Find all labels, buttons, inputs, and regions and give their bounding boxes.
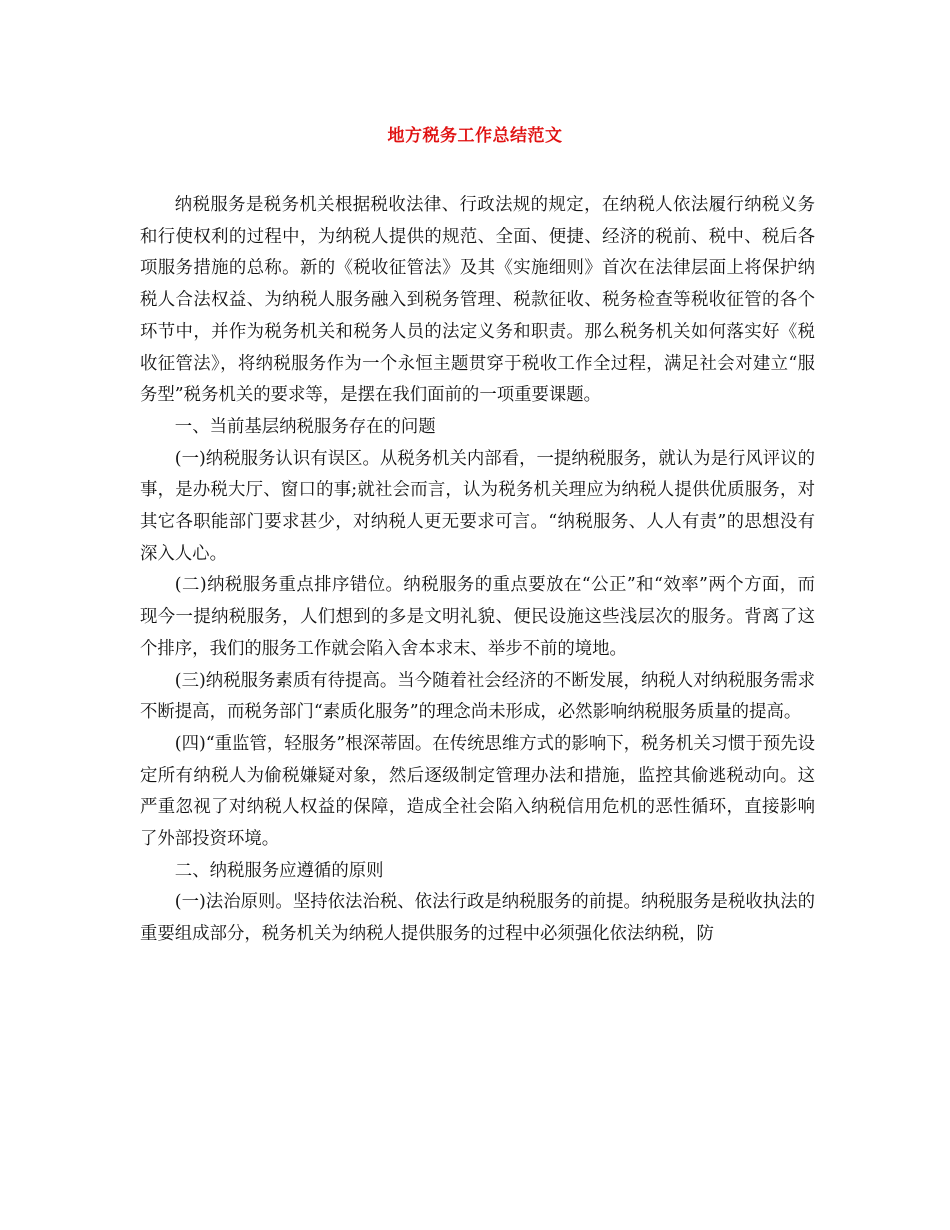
document-body — [140, 190, 815, 951]
paragraph-problem-1: (一)纳税服务认识有误区。从税务机关内部看，一提纳税服务，就认为是行风评议的事，是办税大厅、窗口的事;就社会而言，认为税务机关理应为纳税人提供优质服务，对其它各职能部门要求甚少，对纳税人更无要求可言。“纳税服务、人人有责”的思想没有深入人心。 — [140, 448, 815, 564]
paragraph-problem-4: (四)“重监管，轻服务”根深蒂固。在传统思维方式的影响下，税务机关习惯于预先设定所有纳税人为偷税嫌疑对象，然后逐级制定管理办法和措施，监控其偷逃税动向。这严重忽视了对纳税人权益的保障，造成全社会陷入纳税信用危机的恶性循环，直接影响了外部投资环境。 — [140, 733, 815, 850]
paragraph-problem-3: (三)纳税服务素质有待提高。当今随着社会经济的不断发展，纳税人对纳税服务需求不断提高，而税务部门“素质化服务”的理念尚未形成，必然影响纳税服务质量的提高。 — [140, 670, 815, 723]
paragraph-intro: 纳税服务是税务机关根据税收法律、行政法规的规定，在纳税人依法履行纳税义务和行使权利的过程中，为纳税人提供的规范、全面、便捷、经济的税前、税中、税后各项服务措施的总称。新的《税收征管法》及其《实施细则》首次在法律层面上将保护纳税人合法权益、为纳税人服务融入到税务管理、税款征收、税务检查等税收征管的各个环节中，并作为税务机关和税务人员的法定义务和职责。那么税务机关如何落实好《税收征管法》，将纳税服务作为一个永恒主题贯穿于税收工作全过程，满足社会对建立“服务型”税务机关的要求等，是摆在我们面前的一项重要课题。 — [140, 195, 815, 406]
section-heading-principles: 二、纳税服务应遵循的原则 — [174, 860, 384, 881]
paragraph-principle-1: (一)法治原则。坚持依法治税、依法行政是纳税服务的前提。纳税服务是税收执法的重要组成部分，税务机关为纳税人提供服务的过程中必须强化依法纳税，防 — [140, 892, 815, 945]
document-title: 地方税务工作总结范文 — [387, 126, 563, 146]
paragraph-problem-2: (二)纳税服务重点排序错位。纳税服务的重点要放在“公正”和“效率”两个方面，而现今一提纳税服务，人们想到的多是文明礼貌、便民设施这些浅层次的服务。背离了这个排序，我们的服务工作就会陷入舍本求末、举步不前的境地。 — [140, 575, 815, 659]
section-heading-problems: 一、当前基层纳税服务存在的问题 — [174, 416, 436, 437]
